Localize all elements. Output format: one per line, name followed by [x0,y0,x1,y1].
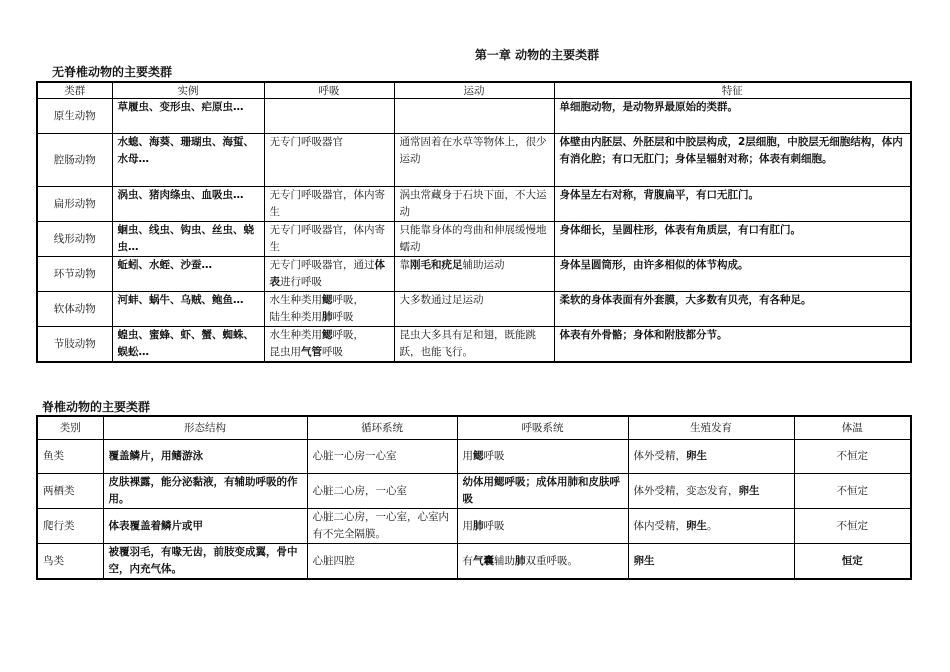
table-row [37,134,911,187]
reproduction-cell: 体外受精，卵生 [628,440,794,474]
vertebrate-section-title: 脊椎动物的主要类群 [42,400,151,414]
features-cell: 身体呈圆筒形，由许多相似的体节构成。 [554,257,911,292]
movement-cell: 大多数通过足运动 [394,292,554,327]
morphology-cell: 皮肤裸露，能分泌黏液，有辅助呼吸的作用。 [103,474,307,509]
category-cell: 鱼类 [37,440,103,474]
temperature-cell: 不恒定 [794,509,911,544]
group-cell: 环节动物 [37,257,112,292]
examples-cell: 河蚌、蜗牛、乌贼、鲍鱼… [112,292,264,327]
respiration-cell: 有气囊辅助肺双重呼吸。 [457,544,628,580]
examples-cell: 蚯蚓、水蛭、沙蚕… [112,257,264,292]
features-cell: 体壁由内胚层、外胚层和中胶层构成，2层细胞，中胶层无细胞结构，体内有消化腔；有口无肛门；身体呈辐射对称；体表有刺细胞。 [554,134,911,187]
invertebrate-section-title: 无脊椎动物的主要类群 [52,65,173,79]
morphology-cell: 被覆羽毛，有喙无齿，前肢变成翼，骨中空，内充气体。 [103,544,307,580]
table-row [37,474,911,509]
features-cell: 柔软的身体表面有外套膜，大多数有贝壳，有各种足。 [554,292,911,327]
table-header-row [37,82,911,99]
movement-cell [394,99,554,134]
examples-cell: 草履虫、变形虫、疟原虫… [112,99,264,134]
respiration-cell: 用肺呼吸 [457,509,628,544]
breathing-cell: 水生种类用鳃呼吸， 昆虫用气管呼吸 [264,327,394,363]
examples-cell: 蛔虫、线虫、钩虫、丝虫、蛲虫… [112,222,264,257]
movement-cell: 只能靠身体的弯曲和伸展缓慢地蠕动 [394,222,554,257]
features-cell: 体表有外骨骼；身体和附肢都分节。 [554,327,911,363]
header-movement: 运动 [394,82,554,99]
examples-cell: 水螅、海葵、珊瑚虫、海蜇、水母… [112,134,264,187]
breathing-cell [264,99,394,134]
circulation-cell: 心脏一心房一心室 [307,440,457,474]
circulation-cell: 心脏四腔 [307,544,457,580]
header-reproduction: 生殖发育 [628,416,794,440]
table-row [37,292,911,327]
table-row [37,509,911,544]
category-cell: 两栖类 [37,474,103,509]
group-cell: 软体动物 [37,292,112,327]
circulation-cell: 心脏二心房，一心室 [307,474,457,509]
respiration-cell: 用鳃呼吸 [457,440,628,474]
group-cell: 线形动物 [37,222,112,257]
header-circulation: 循环系统 [307,416,457,440]
features-cell: 身体呈左右对称，背腹扁平，有口无肛门。 [554,187,911,222]
reproduction-cell: 体内受精，卵生。 [628,509,794,544]
morphology-cell: 体表覆盖着鳞片或甲 [103,509,307,544]
group-cell: 扁形动物 [37,187,112,222]
movement-cell: 靠刚毛和疣足辅助运动 [394,257,554,292]
breathing-cell: 无专门呼吸器官，通过体表进行呼吸 [264,257,394,292]
table-row [37,99,911,134]
circulation-cell: 心脏二心房，一心室，心室内有不完全隔膜。 [307,509,457,544]
temperature-cell: 不恒定 [794,474,911,509]
examples-cell: 涡虫、猪肉绦虫、血吸虫… [112,187,264,222]
breathing-cell: 水生种类用鳃呼吸， 陆生种类用肺呼吸 [264,292,394,327]
header-morphology: 形态结构 [103,416,307,440]
movement-cell: 涡虫常藏身于石块下面，不大运动 [394,187,554,222]
header-breathing: 呼吸 [264,82,394,99]
header-respiration: 呼吸系统 [457,416,628,440]
features-cell: 单细胞动物，是动物界最原始的类群。 [554,99,911,134]
header-temperature: 体温 [794,416,911,440]
morphology-cell: 覆盖鳞片，用鳍游泳 [103,440,307,474]
table-header-row [37,416,911,440]
reproduction-cell: 卵生 [628,544,794,580]
header-features: 特征 [554,82,911,99]
group-cell: 节肢动物 [37,327,112,363]
breathing-cell: 无专门呼吸器官，体内寄生 [264,187,394,222]
header-group: 类群 [37,82,112,99]
movement-cell: 昆虫大多具有足和翅，既能跳跃，也能飞行。 [394,327,554,363]
breathing-cell: 无专门呼吸器官 [264,134,394,187]
table-row [37,327,911,363]
vertebrate-table [36,415,912,580]
header-examples: 实例 [112,82,264,99]
category-cell: 鸟类 [37,544,103,580]
table-row [37,222,911,257]
table-row [37,440,911,474]
table-row [37,187,911,222]
temperature-cell: 不恒定 [794,440,911,474]
invertebrate-table [36,81,912,363]
category-cell: 爬行类 [37,509,103,544]
group-cell: 腔肠动物 [37,134,112,187]
respiration-cell: 幼体用鳃呼吸；成体用肺和皮肤呼吸 [457,474,628,509]
table-row [37,257,911,292]
breathing-cell: 无专门呼吸器官，体内寄生 [264,222,394,257]
temperature-cell: 恒定 [794,544,911,580]
table-row [37,544,911,580]
header-category: 类别 [37,416,103,440]
document-title: 第一章 动物的主要类群 [474,48,600,62]
movement-cell: 通常固着在水草等物体上，很少运动 [394,134,554,187]
examples-cell: 蝗虫、蜜蜂、虾、蟹、蜘蛛、蜈蚣… [112,327,264,363]
features-cell: 身体细长，呈圆柱形，体表有角质层，有口有肛门。 [554,222,911,257]
reproduction-cell: 体外受精，变态发育，卵生 [628,474,794,509]
group-cell: 原生动物 [37,99,112,134]
